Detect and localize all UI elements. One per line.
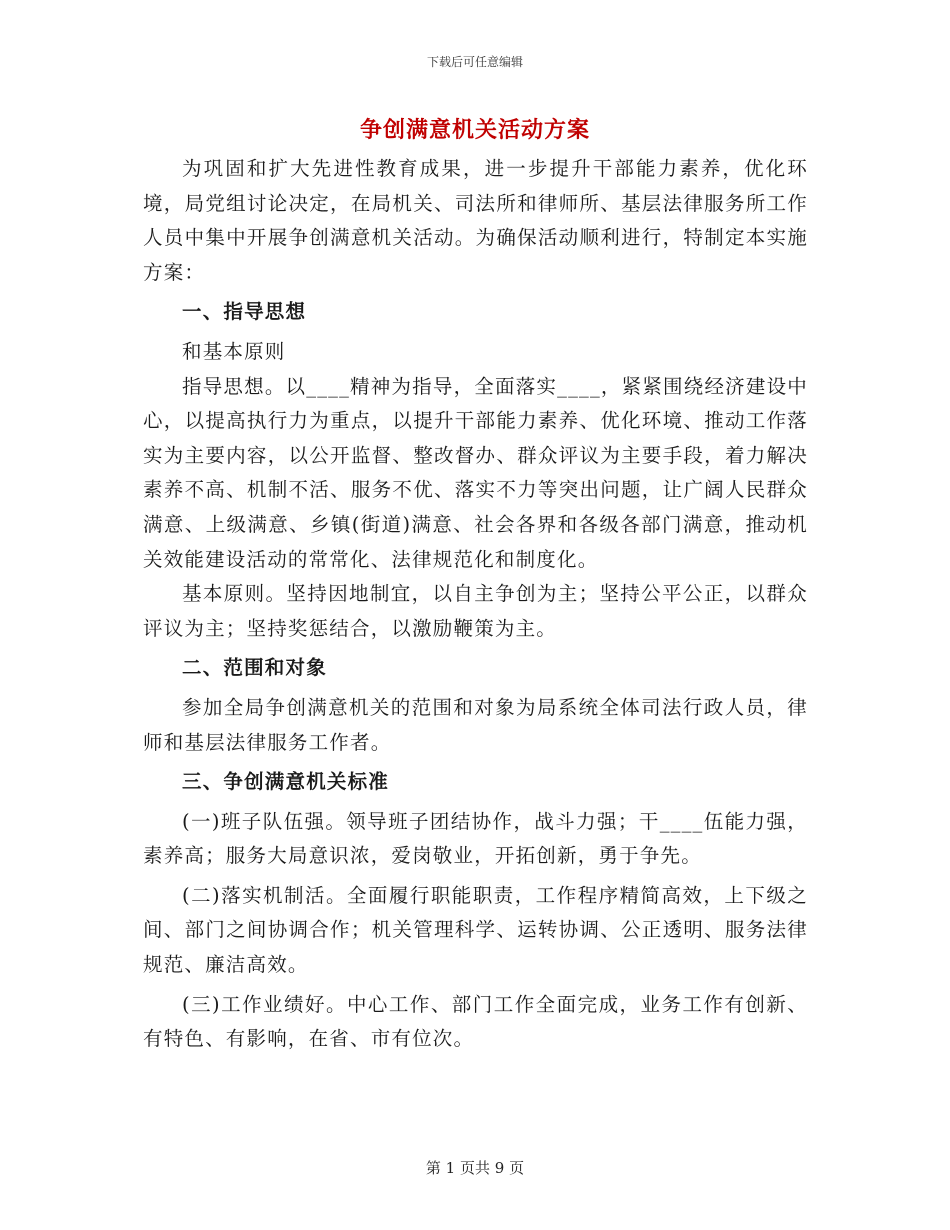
standard-1-paragraph: (一)班子队伍强。领导班子团结协作，战斗力强；干____伍能力强，素养高；服务大局意识浓，爱岗敬业，开拓创新，勇于争先。 — [143, 809, 808, 868]
page-header: 下载后可任意编辑 — [426, 55, 523, 69]
standard-3-paragraph: (三)工作业绩好。中心工作、部门工作全面完成，业务工作有创新、有特色、有影响，在省、市有位次。 — [143, 992, 808, 1051]
document-body — [143, 152, 808, 1057]
standard-2-paragraph: (二)落实机制活。全面履行职能职责，工作程序精简高效，上下级之间、部门之间协调合作；机关管理科学、运转协调、公正透明、服务法律规范、廉洁高效。 — [143, 883, 808, 977]
guiding-thought-paragraph: 指导思想。以____精神为指导，全面落实____，紧紧围绕经济建设中心，以提高执行力为重点，以提升干部能力素养、优化环境、推动工作落实为主要内容，以公开监督、整改督办、群众评议为主要手段，着力解决素养不高、机制不活、服务不优、落实不力等突出问题，让广阔人民群众满意、上级满意、乡镇(街道)满意、社会各界和各级各部门满意，推动机关效能建设活动的常常化、法律规范化和制度化。 — [143, 374, 808, 571]
document-title: 争创满意机关活动方案 — [359, 118, 590, 143]
page-footer: 第 1 页共 9 页 — [425, 1159, 525, 1177]
intro-paragraph: 为巩固和扩大先进性教育成果，进一步提升干部能力素养，优化环境，局党组讨论决定，在局机关、司法所和律师所、基层法律服务所工作人员中集中开展争创满意机关活动。为确保活动顺利进行，特制定本实施方案： — [143, 157, 808, 284]
scope-paragraph: 参加全局争创满意机关的范围和对象为局系统全体司法行政人员，律师和基层法律服务工作者。 — [143, 695, 808, 754]
section-heading-1-continuation: 和基本原则 — [182, 339, 286, 363]
principles-paragraph: 基本原则。坚持因地制宜，以自主争创为主；坚持公平公正，以群众评议为主；坚持奖惩结合，以激励鞭策为主。 — [143, 582, 808, 640]
section-heading-2: 二、范围和对象 — [182, 656, 327, 680]
section-heading-3: 三、争创满意机关标准 — [182, 770, 390, 794]
section-heading-1: 一、指导思想 — [182, 300, 307, 324]
